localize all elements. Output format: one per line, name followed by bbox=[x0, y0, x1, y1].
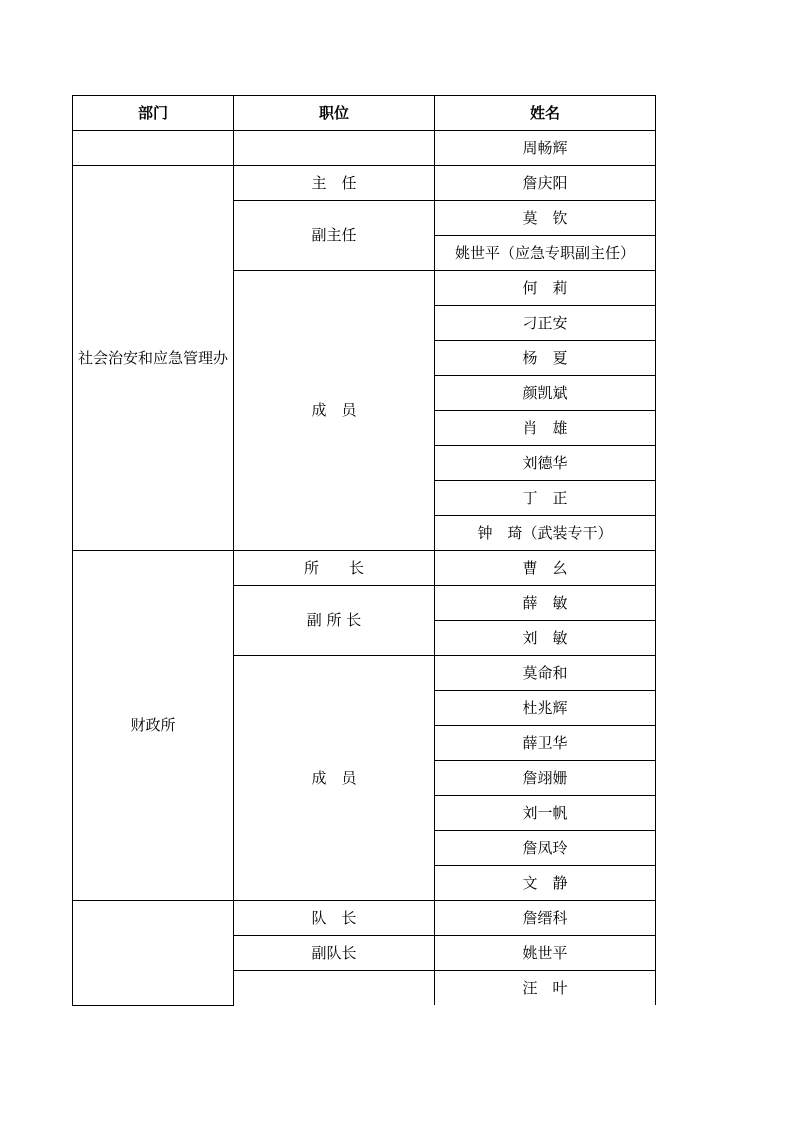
department-cell: 财政所 bbox=[73, 551, 234, 901]
table-body bbox=[73, 131, 656, 1006]
name-cell: 詹凤玲 bbox=[435, 831, 656, 866]
name-cell: 杨 夏 bbox=[435, 341, 656, 376]
position-cell bbox=[234, 971, 435, 1006]
table-row bbox=[73, 131, 656, 166]
name-cell: 詹缙科 bbox=[435, 901, 656, 936]
department-cell bbox=[73, 131, 234, 166]
name-cell: 薛卫华 bbox=[435, 726, 656, 761]
header-department: 部门 bbox=[73, 96, 234, 131]
name-cell: 丁 正 bbox=[435, 481, 656, 516]
name-cell: 杜兆辉 bbox=[435, 691, 656, 726]
header-row bbox=[73, 96, 656, 131]
name-cell: 曹 幺 bbox=[435, 551, 656, 586]
name-cell: 莫 钦 bbox=[435, 201, 656, 236]
header-name: 姓名 bbox=[435, 96, 656, 131]
position-cell: 主 任 bbox=[234, 166, 435, 201]
header-position: 职位 bbox=[234, 96, 435, 131]
position-cell: 所 长 bbox=[234, 551, 435, 586]
name-cell: 何 莉 bbox=[435, 271, 656, 306]
staff-table bbox=[72, 95, 656, 1006]
table-row bbox=[73, 166, 656, 201]
name-cell: 姚世平（应急专职副主任） bbox=[435, 236, 656, 271]
position-cell: 成 员 bbox=[234, 271, 435, 551]
department-cell: 社会治安和应急管理办 bbox=[73, 166, 234, 551]
name-cell: 詹庆阳 bbox=[435, 166, 656, 201]
name-cell: 莫命和 bbox=[435, 656, 656, 691]
name-cell: 刁正安 bbox=[435, 306, 656, 341]
position-cell: 队 长 bbox=[234, 901, 435, 936]
table-row bbox=[73, 901, 656, 936]
position-cell: 副 所 长 bbox=[234, 586, 435, 656]
name-cell: 姚世平 bbox=[435, 936, 656, 971]
name-cell: 周畅辉 bbox=[435, 131, 656, 166]
name-cell: 詹翊姗 bbox=[435, 761, 656, 796]
name-cell: 钟 琦（武装专干） bbox=[435, 516, 656, 551]
name-cell: 文 静 bbox=[435, 866, 656, 901]
name-cell: 肖 雄 bbox=[435, 411, 656, 446]
name-cell: 刘 敏 bbox=[435, 621, 656, 656]
position-cell bbox=[234, 131, 435, 166]
name-cell: 刘一帆 bbox=[435, 796, 656, 831]
position-cell: 副主任 bbox=[234, 201, 435, 271]
table-row bbox=[73, 551, 656, 586]
name-cell: 刘德华 bbox=[435, 446, 656, 481]
name-cell: 薛 敏 bbox=[435, 586, 656, 621]
position-cell: 成 员 bbox=[234, 656, 435, 901]
department-cell bbox=[73, 901, 234, 1006]
name-cell: 颜凯斌 bbox=[435, 376, 656, 411]
position-cell: 副队长 bbox=[234, 936, 435, 971]
name-cell: 汪 叶 bbox=[435, 971, 656, 1006]
